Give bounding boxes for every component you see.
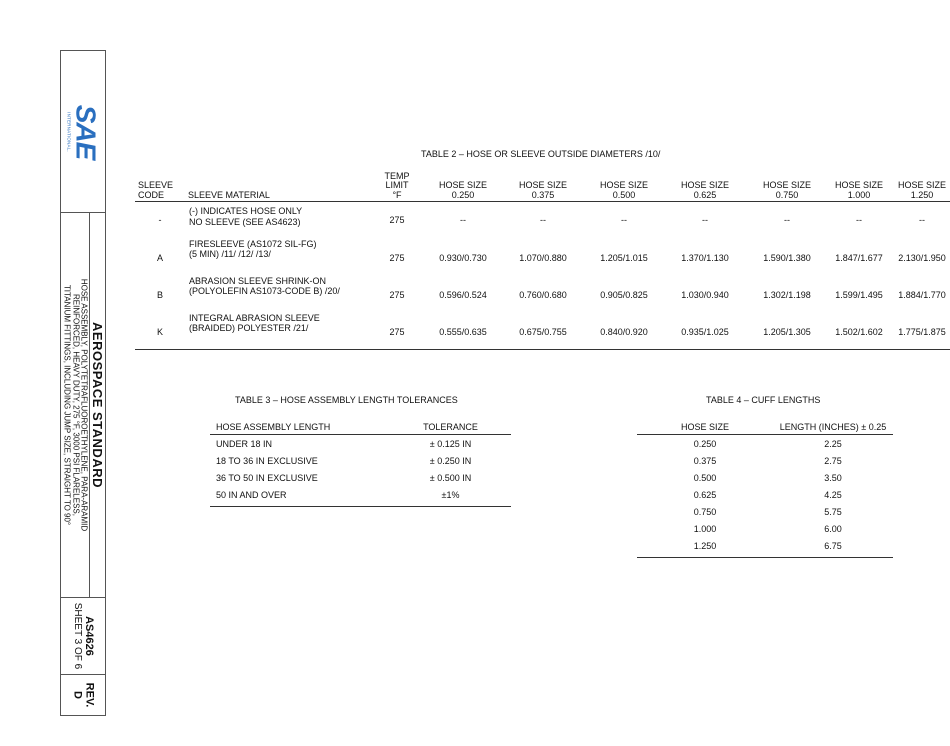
- table4-caption: TABLE 4 – CUFF LENGTHS: [706, 395, 821, 405]
- header-hose-size: HOSE SIZE 0.500: [583, 172, 665, 202]
- table-row: 0.250 2.25: [693, 438, 842, 449]
- header-hose-size: HOSE SIZE 0.625: [665, 172, 745, 202]
- table-row: 0.500 3.50: [693, 472, 842, 483]
- title-line-3: TITANIUM FITTINGS, INCLUDING JUMP SIZE, STRAIGHT TO 90°: [62, 284, 72, 526]
- header-hose-size: HOSE SIZE 1.250: [889, 172, 950, 202]
- header-length: LENGTH (INCHES) ± 0.25: [773, 420, 893, 435]
- table2-caption: TABLE 2 – HOSE OR SLEEVE OUTSIDE DIAMETERS /10/: [421, 149, 661, 159]
- table-row: 36 TO 50 IN EXCLUSIVE ± 0.500 IN: [216, 472, 472, 483]
- table-row: K INTEGRAL ABRASION SLEEVE (BRAIDED) POLYESTER /21/ 275 0.555/0.635 0.675/0.755 0.840/0.920 0.935/1.025 1.205/1.305 1.502/1.602 1.775/1.875: [135, 313, 950, 350]
- title-block: [60, 50, 106, 716]
- table-row: 0.625 4.25: [693, 489, 842, 500]
- header-hose-assembly-length: HOSE ASSEMBLY LENGTH: [210, 420, 390, 435]
- standard-type: AEROSPACE STANDARD: [89, 322, 105, 488]
- header-hose-size: HOSE SIZE 0.750: [745, 172, 829, 202]
- header-sleeve-code: SLEEVE CODE: [135, 172, 185, 202]
- table-row: A FIRESLEEVE (AS1072 SIL-FG) (5 MIN) /11/ /12/ /13/ 275 0.930/0.730 1.070/0.880 1.205/1.015 1.370/1.130 1.590/1.380 1.847/1.677 2.130/1.950: [156, 238, 946, 263]
- table-row: 0.375 2.75: [693, 455, 842, 466]
- title-cell: [61, 213, 105, 598]
- table-row: 1.000 6.00: [693, 523, 842, 534]
- doc-number-cell: [61, 598, 105, 675]
- sae-logo: SAE INTERNATIONAL.: [66, 104, 102, 159]
- table-row: 0.750 5.75: [693, 506, 842, 517]
- table4-cuff-lengths: [637, 420, 893, 558]
- table-row: 1.250 6.75: [637, 537, 893, 558]
- header-tolerance: TOLERANCE: [390, 420, 511, 435]
- table2-outside-diameters: [135, 172, 950, 350]
- logo-cell: [61, 51, 105, 213]
- table3-length-tolerances: [210, 420, 511, 507]
- header-temp-limit: TEMP LIMIT °F: [371, 172, 423, 202]
- revision-label: REV.: [83, 682, 96, 708]
- table-row: - (-) INDICATES HOSE ONLY NO SLEEVE (SEE AS4623) 275 -- -- -- -- -- -- --: [158, 206, 925, 227]
- table-row: 50 IN AND OVER ±1%: [210, 486, 511, 507]
- header-hose-size: HOSE SIZE 0.250: [423, 172, 503, 202]
- header-hose-size: HOSE SIZE 0.375: [503, 172, 583, 202]
- header-hose-size: HOSE SIZE: [637, 420, 773, 435]
- revision-value: D: [72, 691, 84, 699]
- table-row: B ABRASION SLEEVE SHRINK-ON (POLYOLEFIN AS1073-CODE B) /20/ 275 0.596/0.524 0.760/0.680 0.905/0.825 1.030/0.940 1.302/1.198 1.599/1.495 1.884/1.770: [156, 275, 946, 300]
- header-hose-size: HOSE SIZE 1.000: [829, 172, 889, 202]
- table3-caption: TABLE 3 – HOSE ASSEMBLY LENGTH TOLERANCES: [235, 395, 458, 405]
- title-line-1: HOSE ASSEMBLY, POLYTETRAFLUOROETHYLENE, PARA-ARAMID: [79, 278, 89, 532]
- sheet-number: SHEET 3 OF 6: [72, 602, 84, 670]
- title-line-2: REINFORCED, HEAVY DUTY, 275 °F, 3000 PSI FLARELESS,: [71, 294, 81, 516]
- table-row: UNDER 18 IN ± 0.125 IN: [216, 438, 472, 449]
- table-row: 18 TO 36 IN EXCLUSIVE ± 0.250 IN: [216, 455, 472, 466]
- document-number: AS4626: [83, 616, 96, 656]
- header-sleeve-material: SLEEVE MATERIAL: [185, 172, 371, 202]
- revision-cell: [61, 675, 105, 715]
